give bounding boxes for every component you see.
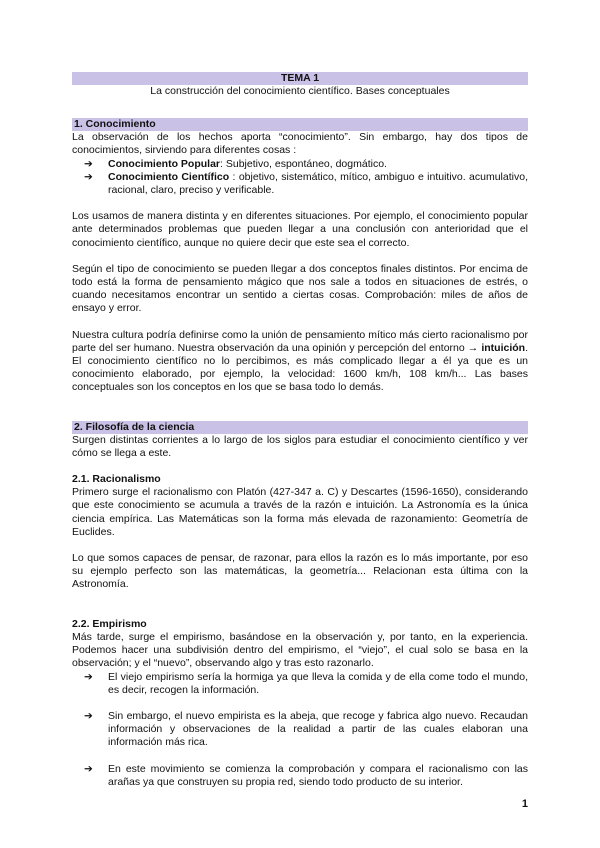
list-item: [84, 763, 528, 789]
arrow-icon: ➔: [84, 170, 93, 183]
arrow-icon: ➔: [84, 709, 93, 722]
list-item: [84, 710, 528, 750]
list-item-text: En este movimiento se comienza la comprobación y compara el racionalismo con las arañas ya que construyen su propia red, siendo todo producto de su interior.: [108, 762, 528, 788]
list-item-text: Sin embargo, el nuevo empirista es la abeja, que recoge y fabrica algo nuevo. Recaudan información y observaciones de la realidad a partir de las cuales elaboran una información más rica.: [108, 709, 528, 749]
arrow-icon: ➔: [84, 157, 93, 170]
paragraph: Según el tipo de conocimiento se pueden llegar a dos conceptos finales distintos. Por encima de todo está la forma de pensamiento mágico que nos sale a todos en situaciones de estrés, o cuando necesitamos encontrar un sentido a ciertas cosas. Comprobación: miles de años de ensayo y error.: [72, 262, 528, 315]
paragraph: Surgen distintas corrientes a lo largo de los siglos para estudiar el conocimiento científico y ver cómo se llega a este.: [72, 433, 528, 459]
paragraph: Primero surge el racionalismo con Platón (427-347 a. C) y Descartes (1596-1650), considerando que este conocimiento se acumula a través de la razón e intuición. La Astronomía es la única ciencia empírica. Las Matemáticas son la forma más elevada de razonamiento: Geometría de Euclides.: [72, 486, 528, 538]
page-number: 1: [521, 798, 528, 810]
list-item: [84, 158, 528, 171]
bullet-list: [72, 671, 528, 789]
page-title: TEMA 1: [72, 72, 528, 85]
text-run: . El conocimiento científico no lo percibimos, es más complicado llegar a él ya que es un conocimiento elaborado, por ejemplo, la velocidad: 1600 km/h, 108 km/h... Las bases conceptuales son los conceptos en los que se basa todo lo demás.: [72, 341, 528, 394]
subsection-heading-racionalismo: 2.1. Racionalismo: [72, 473, 161, 486]
list-item: [84, 671, 528, 697]
list-item-text: El viejo empirismo sería la hormiga ya que lleva la comida y de ella come todo el mundo, es decir, recogen la información.: [108, 670, 528, 696]
page-subtitle: La construcción del conocimiento científico. Bases conceptuales: [150, 85, 450, 97]
term: Conocimiento Científico: [108, 170, 230, 183]
paragraph: Los usamos de manera distinta y en diferentes situaciones. Por ejemplo, el conocimiento popular ante determinados problemas que pueden llegar a una conclusión con anterioridad que el conocimiento científico, aunque no quiere decir que este sea el correcto.: [72, 210, 528, 249]
bullet-list: [72, 158, 528, 198]
section-heading-conocimiento: 1. Conocimiento: [72, 118, 528, 131]
list-item: [84, 171, 528, 197]
text-run: Nuestra cultura podría definirse como la unión de pensamiento mítico más cierto racionalismo por parte del ser humano. Nuestra observación da una opinión y percepción del entorno →: [72, 328, 528, 354]
paragraph: Más tarde, surge el empirismo, basándose en la observación y, por tanto, en la experiencia. Podemos hacer una subdivisión dentro del empirismo, el “viejo”, el cual solo se basa en la observación; y el “nuevo”, observando algo y tras esto razonarlo.: [72, 630, 528, 670]
arrow-icon: ➔: [84, 762, 93, 775]
section-heading-filosofia: 2. Filosofía de la ciencia: [72, 421, 528, 434]
paragraph: [72, 329, 528, 395]
document-page: [72, 72, 528, 802]
term-description: : objetivo, sistemático, mítico, ambiguo e intuitivo. acumulativo, racional, claro, preciso y verificable.: [108, 170, 528, 197]
arrow-icon: ➔: [84, 670, 93, 683]
paragraph: La observación de los hechos aporta “conocimiento”. Sin embargo, hay dos tipos de conocimientos, sirviendo para diferentes cosas :: [72, 131, 528, 157]
subsection-heading-empirismo: 2.2. Empirismo: [72, 617, 147, 630]
bold-term: intuición: [481, 341, 526, 354]
term: Conocimiento Popular: [108, 157, 221, 170]
paragraph: Lo que somos capaces de pensar, de razonar, para ellos la razón es lo más importante, por eso su ejemplo perfecto son las matemáticas, la geometría... Relacionan esta última con la Astronomía.: [72, 552, 528, 591]
term-description: : Subjetivo, espontáneo, dogmático.: [220, 157, 387, 170]
